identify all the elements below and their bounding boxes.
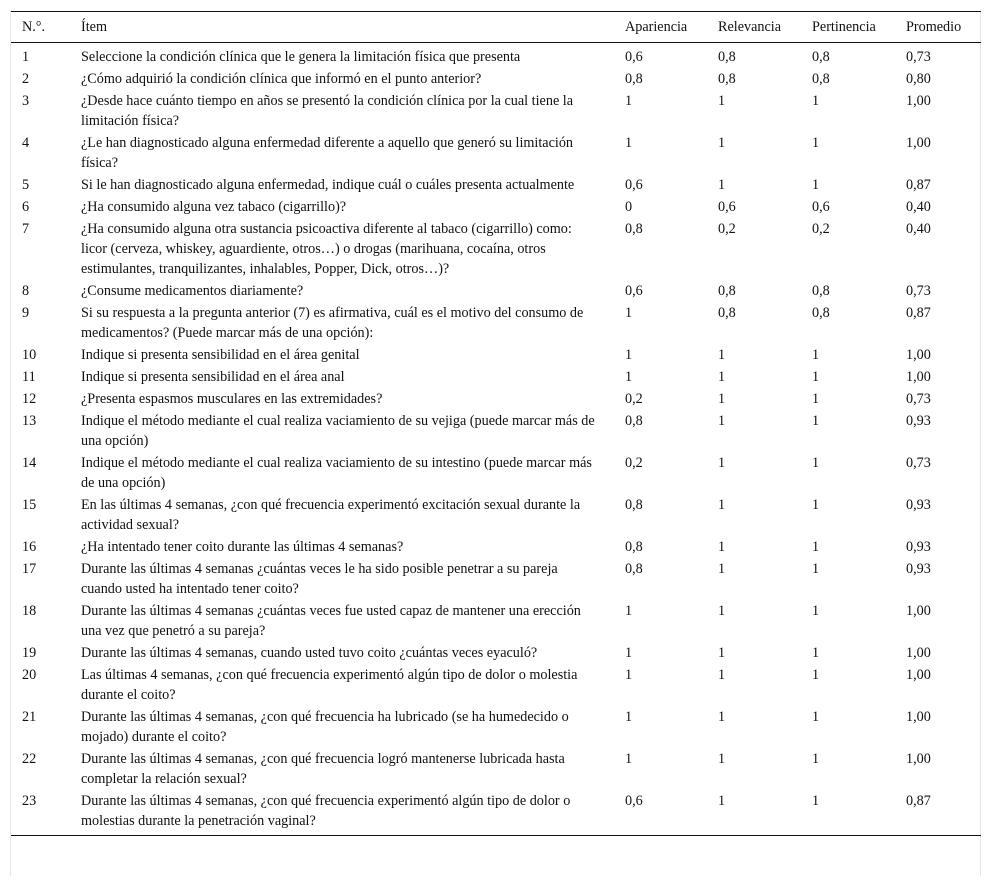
- cell-apariencia: 0,2: [625, 455, 643, 471]
- cell-pertinencia: 0,8: [812, 71, 830, 87]
- table-row: [11, 68, 981, 90]
- cell-item: Indique el método mediante el cual realiza vaciamiento de su vejiga (puede marcar más de una opción): [81, 413, 595, 449]
- table-body: [11, 43, 981, 836]
- table-row: [11, 174, 981, 196]
- cell-pertinencia: 1: [812, 751, 820, 767]
- cell-relevancia: 1: [718, 603, 726, 619]
- cell-promedio: 0,73: [906, 391, 931, 407]
- cell-promedio: 1,00: [906, 347, 931, 363]
- table-row: [11, 132, 981, 174]
- cell-item: En las últimas 4 semanas, ¿con qué frecuencia experimentó excitación sexual durante la actividad sexual?: [81, 497, 581, 533]
- cell-relevancia: 1: [718, 135, 726, 151]
- cell-promedio: 0,93: [906, 539, 931, 555]
- cell-promedio: 0,93: [906, 561, 931, 577]
- table-row: [11, 218, 981, 280]
- cell-pertinencia: 1: [812, 135, 820, 151]
- cell-item: Durante las últimas 4 semanas, ¿con qué frecuencia logró mantenerse lubricada hasta completar la relación sexual?: [81, 751, 565, 787]
- table-row: [11, 388, 981, 410]
- cell-num: 12: [22, 391, 37, 407]
- table-row: [11, 558, 981, 600]
- cell-promedio: 0,87: [906, 305, 931, 321]
- cell-relevancia: 1: [718, 177, 726, 193]
- cell-item: ¿Desde hace cuánto tiempo en años se presentó la condición clínica por la cual tiene la limitación física?: [81, 93, 574, 129]
- table-row: [11, 196, 981, 218]
- cell-num: 19: [22, 645, 37, 661]
- cell-promedio: 0,87: [906, 177, 931, 193]
- cell-pertinencia: 1: [812, 561, 820, 577]
- cell-relevancia: 0,8: [718, 49, 736, 65]
- cell-relevancia: 1: [718, 667, 726, 683]
- table-row: [11, 410, 981, 452]
- cell-promedio: 0,93: [906, 413, 931, 429]
- cell-relevancia: 1: [718, 391, 726, 407]
- cell-num: 2: [22, 71, 30, 87]
- cell-promedio: 0,73: [906, 455, 931, 471]
- cell-apariencia: 0,6: [625, 793, 643, 809]
- cell-apariencia: 0,8: [625, 539, 643, 555]
- cell-relevancia: 0,8: [718, 71, 736, 87]
- table-row: [11, 790, 981, 836]
- table-row: [11, 344, 981, 366]
- cell-apariencia: 0,8: [625, 561, 643, 577]
- cell-relevancia: 1: [718, 539, 726, 555]
- cell-relevancia: 1: [718, 455, 726, 471]
- header-pertinencia: Pertinencia: [812, 18, 876, 35]
- cell-num: 17: [22, 561, 37, 577]
- cell-promedio: 0,40: [906, 221, 931, 237]
- cell-pertinencia: 1: [812, 793, 820, 809]
- cell-num: 18: [22, 603, 37, 619]
- table-row: [11, 43, 981, 69]
- cell-relevancia: 0,8: [718, 305, 736, 321]
- cell-pertinencia: 1: [812, 497, 820, 513]
- header-num: N.°.: [22, 18, 46, 35]
- cell-promedio: 0,93: [906, 497, 931, 513]
- cell-relevancia: 1: [718, 751, 726, 767]
- table-row: [11, 452, 981, 494]
- cell-relevancia: 1: [718, 369, 726, 385]
- cell-promedio: 1,00: [906, 369, 931, 385]
- cell-promedio: 1,00: [906, 751, 931, 767]
- table-row: [11, 706, 981, 748]
- table-row: [11, 280, 981, 302]
- header-promedio: Promedio: [906, 18, 962, 35]
- cell-num: 3: [22, 93, 30, 109]
- table-row: [11, 90, 981, 132]
- cell-apariencia: 0: [625, 199, 633, 215]
- cell-pertinencia: 1: [812, 709, 820, 725]
- table-row: [11, 664, 981, 706]
- cell-num: 16: [22, 539, 37, 555]
- cell-apariencia: 0,8: [625, 221, 643, 237]
- cell-pertinencia: 1: [812, 177, 820, 193]
- cell-item: ¿Cómo adquirió la condición clínica que informó en el punto anterior?: [81, 71, 482, 87]
- cell-item: ¿Presenta espasmos musculares en las extremidades?: [81, 391, 383, 407]
- cell-pertinencia: 0,8: [812, 49, 830, 65]
- cell-pertinencia: 1: [812, 391, 820, 407]
- cell-item: Indique el método mediante el cual realiza vaciamiento de su intestino (puede marcar más de una opción): [81, 455, 592, 491]
- cell-num: 10: [22, 347, 37, 363]
- cell-num: 9: [22, 305, 30, 321]
- header-item: Ítem: [81, 18, 107, 35]
- cell-num: 8: [22, 283, 30, 299]
- cell-promedio: 0,40: [906, 199, 931, 215]
- cell-pertinencia: 1: [812, 93, 820, 109]
- cell-item: Si le han diagnosticado alguna enfermedad, indique cuál o cuáles presenta actualmente: [81, 177, 575, 193]
- cell-apariencia: 1: [625, 369, 633, 385]
- cell-promedio: 1,00: [906, 709, 931, 725]
- cell-item: Las últimas 4 semanas, ¿con qué frecuencia experimentó algún tipo de dolor o molestia durante el coito?: [81, 667, 578, 703]
- cell-apariencia: 1: [625, 645, 633, 661]
- header-row: [11, 12, 981, 43]
- cell-num: 5: [22, 177, 30, 193]
- cell-pertinencia: 1: [812, 369, 820, 385]
- cell-promedio: 1,00: [906, 645, 931, 661]
- cell-relevancia: 1: [718, 709, 726, 725]
- cell-num: 14: [22, 455, 37, 471]
- cell-item: Durante las últimas 4 semanas, cuando usted tuvo coito ¿cuántas veces eyaculó?: [81, 645, 538, 661]
- cell-relevancia: 1: [718, 413, 726, 429]
- cell-promedio: 1,00: [906, 93, 931, 109]
- cell-pertinencia: 1: [812, 347, 820, 363]
- cell-item: ¿Ha consumido alguna vez tabaco (cigarrillo)?: [81, 199, 347, 215]
- cell-relevancia: 1: [718, 93, 726, 109]
- cell-relevancia: 1: [718, 793, 726, 809]
- cell-promedio: 0,73: [906, 283, 931, 299]
- cell-pertinencia: 1: [812, 413, 820, 429]
- table-row: [11, 302, 981, 344]
- cell-num: 23: [22, 793, 37, 809]
- cell-apariencia: 0,6: [625, 177, 643, 193]
- cell-item: ¿Ha consumido alguna otra sustancia psicoactiva diferente al tabaco (cigarrillo) como: licor (cerveza, whiskey, aguardiente, otros…) o drogas (marihuana, cocaína, otros estimulantes, tranquilizantes, inhalables, Popper, Dick, otros…)?: [81, 221, 572, 277]
- header-relevancia: Relevancia: [718, 18, 782, 35]
- table-row: [11, 642, 981, 664]
- cell-num: 4: [22, 135, 30, 151]
- cell-item: Durante las últimas 4 semanas ¿cuántas veces fue usted capaz de mantener una erección una vez que penetró a su pareja?: [81, 603, 581, 639]
- cell-relevancia: 1: [718, 497, 726, 513]
- cell-pertinencia: 0,8: [812, 305, 830, 321]
- cell-num: 20: [22, 667, 37, 683]
- cell-apariencia: 1: [625, 135, 633, 151]
- cell-promedio: 1,00: [906, 603, 931, 619]
- cell-num: 1: [22, 49, 30, 65]
- cell-item: ¿Consume medicamentos diariamente?: [81, 283, 304, 299]
- cell-promedio: 0,73: [906, 49, 931, 65]
- table-header: [11, 12, 981, 43]
- cell-apariencia: 1: [625, 667, 633, 683]
- table-row: [11, 536, 981, 558]
- cell-item: Indique si presenta sensibilidad en el área anal: [81, 369, 345, 385]
- cell-pertinencia: 1: [812, 455, 820, 471]
- header-apariencia: Apariencia: [625, 18, 688, 35]
- cell-item: Si su respuesta a la pregunta anterior (7) es afirmativa, cuál es el motivo del consumo de medicamentos? (Puede marcar más de una opción):: [81, 305, 584, 341]
- cell-apariencia: 1: [625, 751, 633, 767]
- cell-item: Durante las últimas 4 semanas ¿cuántas veces le ha sido posible penetrar a su pareja cuando usted ha intentado tener coito?: [81, 561, 558, 597]
- cell-num: 15: [22, 497, 37, 513]
- cell-relevancia: 0,8: [718, 283, 736, 299]
- cell-promedio: 0,87: [906, 793, 931, 809]
- cell-apariencia: 1: [625, 93, 633, 109]
- cell-apariencia: 0,6: [625, 49, 643, 65]
- cell-promedio: 1,00: [906, 667, 931, 683]
- cell-item: Durante las últimas 4 semanas, ¿con qué frecuencia experimentó algún tipo de dolor o molestias durante la penetración vaginal?: [81, 793, 571, 829]
- cell-promedio: 0,80: [906, 71, 931, 87]
- cell-pertinencia: 0,2: [812, 221, 830, 237]
- table-row: [11, 366, 981, 388]
- cell-apariencia: 1: [625, 347, 633, 363]
- cell-item: Durante las últimas 4 semanas, ¿con qué frecuencia ha lubricado (se ha humedecido o mojado) durante el coito?: [81, 709, 569, 745]
- cell-pertinencia: 1: [812, 667, 820, 683]
- cell-relevancia: 1: [718, 645, 726, 661]
- cell-pertinencia: 0,8: [812, 283, 830, 299]
- cell-item: ¿Le han diagnosticado alguna enfermedad diferente a aquello que generó su limitación física?: [81, 135, 574, 171]
- cell-apariencia: 1: [625, 709, 633, 725]
- table-row: [11, 748, 981, 790]
- cell-num: 7: [22, 221, 30, 237]
- table-row: [11, 600, 981, 642]
- cell-num: 13: [22, 413, 37, 429]
- cell-item: Indique si presenta sensibilidad en el área genital: [81, 347, 360, 363]
- cell-apariencia: 1: [625, 305, 633, 321]
- cell-relevancia: 0,6: [718, 199, 736, 215]
- validation-table: [11, 11, 981, 836]
- cell-num: 11: [22, 369, 36, 385]
- cell-num: 22: [22, 751, 37, 767]
- table-row: [11, 494, 981, 536]
- cell-apariencia: 0,2: [625, 391, 643, 407]
- cell-promedio: 1,00: [906, 135, 931, 151]
- cell-apariencia: 0,8: [625, 413, 643, 429]
- cell-relevancia: 1: [718, 561, 726, 577]
- cell-apariencia: 0,8: [625, 497, 643, 513]
- cell-pertinencia: 0,6: [812, 199, 830, 215]
- cell-apariencia: 1: [625, 603, 633, 619]
- cell-apariencia: 0,6: [625, 283, 643, 299]
- cell-num: 21: [22, 709, 37, 725]
- cell-num: 6: [22, 199, 30, 215]
- cell-apariencia: 0,8: [625, 71, 643, 87]
- cell-item: ¿Ha intentado tener coito durante las últimas 4 semanas?: [81, 539, 404, 555]
- cell-item: Seleccione la condición clínica que le genera la limitación física que presenta: [81, 49, 521, 65]
- cell-pertinencia: 1: [812, 645, 820, 661]
- cell-relevancia: 1: [718, 347, 726, 363]
- cell-pertinencia: 1: [812, 539, 820, 555]
- cell-relevancia: 0,2: [718, 221, 736, 237]
- cell-pertinencia: 1: [812, 603, 820, 619]
